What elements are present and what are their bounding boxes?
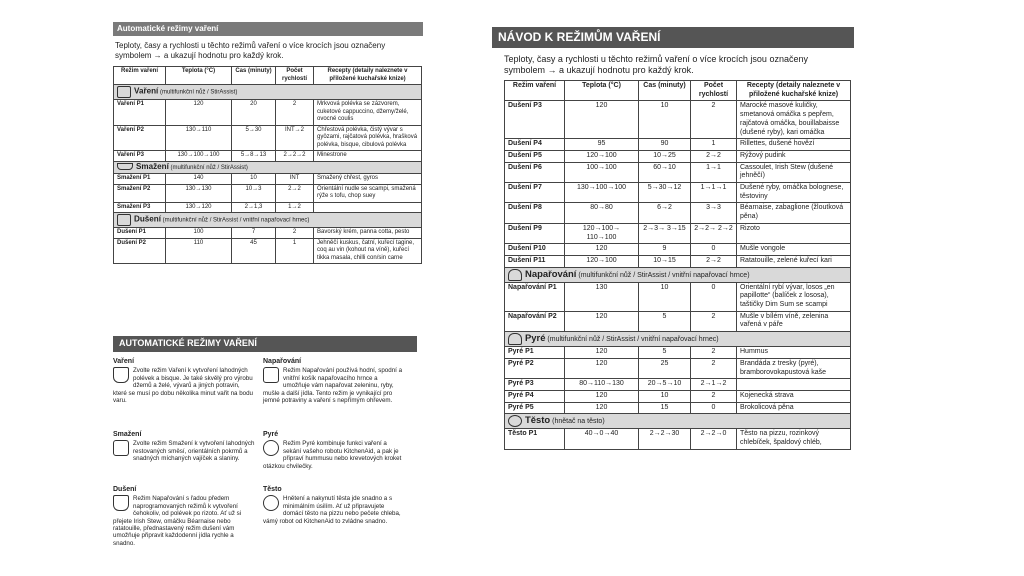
temperature-cell: 95: [565, 139, 639, 151]
table-row: [114, 228, 422, 239]
speed-cell: 2→2→0: [691, 429, 737, 449]
recipe-cell: Brokolicová pěna: [737, 402, 851, 414]
mode-cell: Dušení P2: [114, 238, 166, 264]
group-header-row: [505, 332, 851, 347]
time-cell: 10→3: [232, 184, 276, 202]
mode-description-text: Zvolte režim Smažení k vytvoření lahodných restovaných směsí, orientálních pokrmů a snadných míchaných vajíček a slaniny.: [133, 440, 255, 463]
mode-description-heading: Smažení: [113, 431, 142, 438]
recipe-cell: Kojenecká strava: [737, 390, 851, 402]
time-cell: 10: [639, 282, 691, 311]
group-subtitle: (multifunkční nůž / StirAssist / vnitřní napařovací hrnce): [578, 271, 750, 279]
mode-cell: Pyré P3: [505, 379, 565, 391]
speed-cell: 2: [691, 347, 737, 359]
table-header-row: [505, 81, 851, 101]
temperature-cell: 120: [565, 390, 639, 402]
column-header: Čas (minuty): [232, 67, 276, 85]
group-subtitle: (hnětač na těsto): [552, 418, 605, 426]
speed-cell: 3→3: [691, 203, 737, 223]
recipe-cell: Cassoulet, Irish Stew (dušené jehněčí): [737, 162, 851, 182]
dough-icon: [508, 415, 522, 427]
time-cell: 2→3→ 3→15: [639, 223, 691, 243]
speed-cell: 2: [691, 311, 737, 331]
table-row: [505, 183, 851, 203]
recipe-cell: Těsto na pizzu, rozinkový chlebíček, špaldový chléb,: [737, 429, 851, 449]
recipe-cell: Minestrone: [314, 151, 422, 162]
recipe-cell: Smažený chřest, gyros: [314, 174, 422, 185]
recipe-cell: Dušené ryby, omáčka bolognese, těstoviny: [737, 183, 851, 203]
recipe-cell: Hummus: [737, 347, 851, 359]
steam-icon: [508, 269, 522, 281]
group-header-row: [505, 267, 851, 282]
column-header: Teplota (°C): [166, 67, 232, 85]
table-row: [114, 202, 422, 213]
left-bottom-title: AUTOMATICKÉ REŽIMY VAŘENÍ: [113, 336, 417, 352]
time-cell: 20→5→10: [639, 379, 691, 391]
temperature-cell: 100: [166, 228, 232, 239]
temperature-cell: 80→110→130: [565, 379, 639, 391]
speed-cell: 2→2→ 2→2: [691, 223, 737, 243]
recipe-cell: Rýžový pudink: [737, 150, 851, 162]
speed-cell: 1→1→1: [691, 183, 737, 203]
time-cell: 60→10: [639, 162, 691, 182]
recipe-cell: Mrkvová polévka se zázvorem, cuketové cappuccino, džemy/želé, ovocné coulis: [314, 100, 422, 126]
mode-cell: Pyré P4: [505, 390, 565, 402]
table-row: [505, 244, 851, 256]
recipe-cell: Béarnaise, zabaglione (žloutková pěna): [737, 203, 851, 223]
temperature-cell: 120→100: [565, 255, 639, 267]
mode-cell: Dušení P1: [114, 228, 166, 239]
recipe-cell: Mušle vongole: [737, 244, 851, 256]
mode-description-heading: Napařování: [263, 358, 302, 365]
speed-cell: 2→2: [691, 255, 737, 267]
table-row: [505, 358, 851, 378]
group-header-row: [114, 213, 422, 228]
temperature-cell: 120: [565, 402, 639, 414]
table-row: [114, 100, 422, 126]
recipe-cell: Rizoto: [737, 223, 851, 243]
group-name: Smažení: [136, 161, 169, 171]
steam-icon: [263, 367, 279, 383]
mode-description: [263, 486, 405, 525]
left-top-title: Automatické režimy vaření: [113, 22, 423, 36]
mode-cell: Pyré P1: [505, 347, 565, 359]
column-header: Režim vaření: [505, 81, 565, 101]
group-header-cell: [505, 267, 851, 282]
time-cell: 2→1,3: [232, 202, 276, 213]
speed-cell: 2→2→2: [276, 151, 314, 162]
temperature-cell: 120: [565, 311, 639, 331]
recipe-cell: Ratatouille, zelené kuřecí kari: [737, 255, 851, 267]
mode-cell: Smažení P1: [114, 174, 166, 185]
group-subtitle: (multifunkční nůž / StirAssist / vnitřní napařovací hrnec): [162, 217, 310, 224]
table-row: [114, 238, 422, 264]
table-row: [505, 139, 851, 151]
right-title: NÁVOD K REŽIMŮM VAŘENÍ: [492, 27, 854, 48]
right-panel: [492, 27, 854, 450]
temperature-cell: 120: [565, 347, 639, 359]
mode-description: [113, 358, 255, 404]
time-cell: 20: [232, 100, 276, 126]
table-row: [505, 223, 851, 243]
group-header-cell: [114, 213, 422, 228]
mode-cell: Pyré P5: [505, 402, 565, 414]
right-table: [504, 80, 851, 450]
speed-cell: INT: [276, 174, 314, 185]
speed-cell: 2: [691, 390, 737, 402]
time-cell: 5→30: [232, 125, 276, 151]
recipe-cell: Brandáda z tresky (pyré), bramborovokapustová kaše: [737, 358, 851, 378]
column-header: Teplota (°C): [565, 81, 639, 101]
group-name: Těsto: [525, 415, 551, 427]
mode-cell: Smažení P2: [114, 184, 166, 202]
puree-icon: [508, 333, 522, 345]
temperature-cell: 40→0→40: [565, 429, 639, 449]
group-header-cell: [505, 332, 851, 347]
time-cell: 2→2→30: [639, 429, 691, 449]
table-row: [114, 184, 422, 202]
time-cell: 90: [639, 139, 691, 151]
column-header: Čas (minuty): [639, 81, 691, 101]
right-intro: Teploty, časy a rychlosti u těchto režimů vaření o více krocích jsou označeny symbolem → a ukazují hodnotu pro každý krok.: [504, 54, 808, 75]
mode-description-heading: Vaření: [113, 358, 135, 365]
temperature-cell: 130: [565, 282, 639, 311]
speed-cell: 2: [691, 101, 737, 139]
time-cell: 10: [232, 174, 276, 185]
temperature-cell: 130→110: [166, 125, 232, 151]
recipe-cell: Mušle v bílém víně, zelenina vařená v páře: [737, 311, 851, 331]
temperature-cell: 120→100→ 110→100: [565, 223, 639, 243]
table-row: [114, 125, 422, 151]
table-row: [114, 174, 422, 185]
mode-cell: Dušení P9: [505, 223, 565, 243]
time-cell: 25: [639, 358, 691, 378]
time-cell: 10: [639, 101, 691, 139]
table-row: [505, 347, 851, 359]
speed-cell: 1: [691, 139, 737, 151]
time-cell: 5: [639, 347, 691, 359]
mode-description: [263, 431, 405, 470]
mode-description-text: Zvolte režim Vaření k vytvoření lahodných polévek a bisque. Je také skvělý pro výrobu džemů a želé, vývarů a jiných potravin, které se musí po dobu několika minut vařit na bodu varu.: [113, 367, 253, 405]
table-row: [505, 379, 851, 391]
mode-description: [263, 358, 405, 404]
time-cell: 10→15: [639, 255, 691, 267]
group-header-cell: [505, 414, 851, 429]
group-header-row: [505, 414, 851, 429]
time-cell: 10→25: [639, 150, 691, 162]
table-row: [114, 151, 422, 162]
table-row: [505, 150, 851, 162]
table-row: [505, 390, 851, 402]
column-header: Režim vaření: [114, 67, 166, 85]
recipe-cell: Orientální rybí vývar, losos „en papillotte“ (balíček z lososa), taštičky Dim Sum se scampi: [737, 282, 851, 311]
left-top-panel: [113, 22, 423, 264]
mode-cell: Pyré P2: [505, 358, 565, 378]
temperature-cell: 120→100: [565, 150, 639, 162]
group-name: Napařování: [525, 268, 577, 280]
time-cell: 5→30→12: [639, 183, 691, 203]
table-row: [505, 162, 851, 182]
group-header-row: [114, 161, 422, 174]
group-header-cell: [114, 161, 422, 174]
mode-description-heading: Těsto: [263, 486, 282, 493]
mode-cell: Dušení P5: [505, 150, 565, 162]
speed-cell: 0: [691, 244, 737, 256]
mode-description: [113, 431, 255, 463]
group-subtitle: (multifunkční nůž / StirAssist): [170, 164, 248, 171]
mode-cell: Dušení P4: [505, 139, 565, 151]
table-row: [505, 429, 851, 449]
pot-icon: [117, 86, 131, 98]
stew-icon: [117, 214, 131, 226]
speed-cell: 2: [691, 358, 737, 378]
table-row: [505, 203, 851, 223]
recipe-cell: [314, 202, 422, 213]
speed-cell: 2→2: [691, 150, 737, 162]
speed-cell: INT→2: [276, 125, 314, 151]
left-bottom-panel: [113, 336, 417, 566]
pan-icon: [113, 440, 129, 456]
group-name: Pyré: [525, 333, 546, 345]
time-cell: 5: [639, 311, 691, 331]
temperature-cell: 130→130: [166, 184, 232, 202]
speed-cell: 2: [276, 100, 314, 126]
speed-cell: 2→1→2: [691, 379, 737, 391]
pan-icon: [117, 163, 133, 170]
mode-description-text: Režim Napařování s řadou předem naprogramovaných režimů k vytvoření čehokoliv, od polévek po rizoto. Ať už si přejete Irish Stew, omáčku Béarnaise nebo ratatouille, přednastavený režim dušení vám umožňuje připravit každodenní jídla rychle a snadno.: [113, 495, 242, 547]
mode-cell: Dušení P7: [505, 183, 565, 203]
group-subtitle: (multifunkční nůž / StirAssist / vnitřní napařovací hrnec): [547, 336, 719, 344]
mode-cell: Vaření P2: [114, 125, 166, 151]
group-name: Vaření: [134, 86, 159, 96]
time-cell: 6→2: [639, 203, 691, 223]
speed-cell: 1→1: [691, 162, 737, 182]
speed-cell: 1: [276, 238, 314, 264]
temperature-cell: 140: [166, 174, 232, 185]
table-row: [505, 101, 851, 139]
mode-description-text: Režim Napařování používá hodní, spodní a vnitřní košík napařovacího hrnce a umožňuje vám napařovat zeleninu, ryby, mušle a další jídla. Tento režim je vynikající pro jemné potraviny a vaření s nepřímým ohřevem.: [263, 367, 403, 405]
time-cell: 15: [639, 402, 691, 414]
mode-cell: Těsto P1: [505, 429, 565, 449]
temperature-cell: 130→100→100: [166, 151, 232, 162]
speed-cell: 1→2: [276, 202, 314, 213]
mode-description-heading: Dušení: [113, 486, 137, 493]
temperature-cell: 110: [166, 238, 232, 264]
mode-description-text: Režim Pyré kombinuje funkci vaření a sekání vašeho robotu KitchenAid, a pak je připraví hummusu nebo krevetových kroket otázkou chvilečky.: [263, 440, 402, 470]
time-cell: 9: [639, 244, 691, 256]
temperature-cell: 120: [565, 101, 639, 139]
stew-icon: [113, 495, 129, 511]
temperature-cell: 120: [565, 244, 639, 256]
column-header: Počet rychlostí: [691, 81, 737, 101]
recipe-cell: [737, 379, 851, 391]
mode-cell: Napařování P1: [505, 282, 565, 311]
mode-cell: Napařování P2: [505, 311, 565, 331]
mode-cell: Dušení P10: [505, 244, 565, 256]
speed-cell: 0: [691, 402, 737, 414]
table-row: [505, 402, 851, 414]
speed-cell: 0: [691, 282, 737, 311]
left-top-table: [113, 66, 422, 264]
temperature-cell: 120: [166, 100, 232, 126]
column-header: Recepty (detaily naleznete v přiložené kuchařské knize): [737, 81, 851, 101]
time-cell: 45: [232, 238, 276, 264]
table-row: [505, 311, 851, 331]
mode-cell: Dušení P3: [505, 101, 565, 139]
column-header: Počet rychlostí: [276, 67, 314, 85]
recipe-cell: Chřestová polévka, čistý vývar s gyözami, rajčatová polévka, hrašková polévka, bisque, cibulová polévka: [314, 125, 422, 151]
pot-icon: [113, 367, 129, 383]
group-header-cell: [114, 85, 422, 100]
mode-description-heading: Pyré: [263, 431, 279, 438]
mode-cell: Smažení P3: [114, 202, 166, 213]
temperature-cell: 100→100: [565, 162, 639, 182]
time-cell: 7: [232, 228, 276, 239]
time-cell: 10: [639, 390, 691, 402]
table-row: [505, 282, 851, 311]
speed-cell: 2: [276, 228, 314, 239]
recipe-cell: Marocké masové kuličky, smetanová omáčka s pepřem, rajčatová omáčka, bouillabaisse (dušené ryby), kari omáčka: [737, 101, 851, 139]
mode-cell: Dušení P8: [505, 203, 565, 223]
column-header: Recepty (detaily naleznete v přiložené kuchařské knize): [314, 67, 422, 85]
mode-cell: Dušení P11: [505, 255, 565, 267]
group-header-row: [114, 85, 422, 100]
temperature-cell: 130→100→100: [565, 183, 639, 203]
recipe-cell: Bavorský krém, panna cotta, pesto: [314, 228, 422, 239]
mode-cell: Vaření P3: [114, 151, 166, 162]
temperature-cell: 130→120: [166, 202, 232, 213]
temperature-cell: 80→80: [565, 203, 639, 223]
speed-cell: 2→2: [276, 184, 314, 202]
mode-cell: Dušení P6: [505, 162, 565, 182]
recipe-cell: Jehněčí kuskus, čatní, kuřecí tagine, coq au vin (kohout na víně), kuřecí tikka masala, chilli con/sin carne: [314, 238, 422, 264]
table-header-row: [114, 67, 422, 85]
group-name: Dušení: [134, 214, 161, 224]
left-top-intro: Teploty, časy a rychlosti u těchto režimů vaření o více krocích jsou označeny symbolem → a ukazují hodnotu pro každý krok.: [115, 41, 386, 60]
recipe-cell: Orientální nudle se scampi, smažená rýže s tofu, chop suey: [314, 184, 422, 202]
mode-cell: Vaření P1: [114, 100, 166, 126]
group-subtitle: (multifunkční nůž / StirAssist): [159, 89, 238, 96]
mode-description-text: Hnětení a nakynutí těsta jde snadno a s minimálním úsilím. Ať už připravujete domácí těsto na pizzu nebo pečete chleba, vámý robot od KitchenAid to zvládne snadno.: [263, 495, 401, 525]
table-row: [505, 255, 851, 267]
time-cell: 5→8→13: [232, 151, 276, 162]
mode-description: [113, 486, 255, 547]
temperature-cell: 120: [565, 358, 639, 378]
recipe-cell: Rillettes, dušené hovězí: [737, 139, 851, 151]
